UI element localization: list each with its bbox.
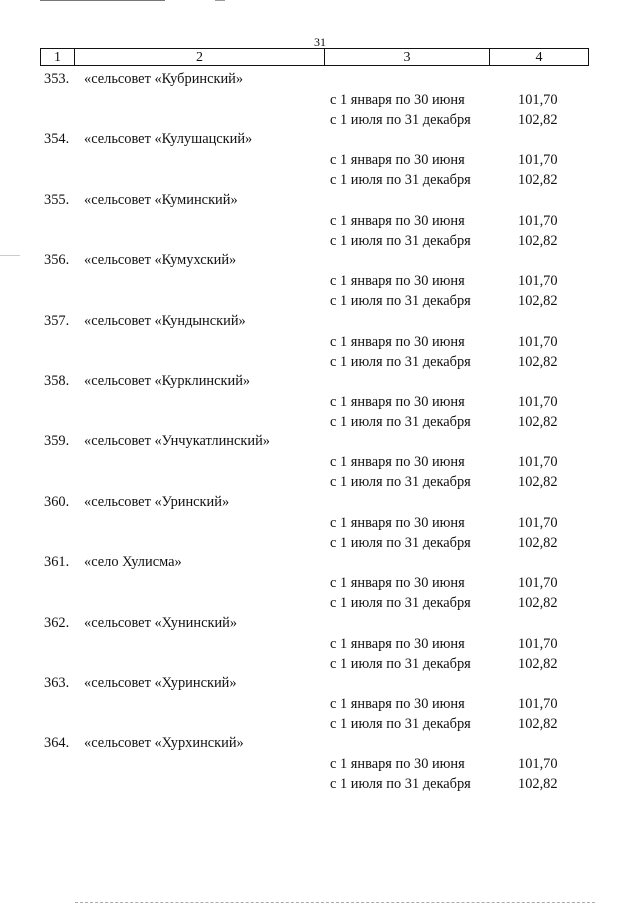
entry-name: «сельсовет «Хурхинский» bbox=[84, 735, 244, 752]
period-label: с 1 января по 30 июня bbox=[330, 92, 465, 108]
entry-name: «село Хулисма» bbox=[84, 554, 182, 571]
table-row bbox=[0, 191, 640, 251]
value-cell: 101,70 bbox=[518, 575, 558, 592]
period-row-second-half bbox=[0, 291, 640, 311]
period-label: с 1 января по 30 июня bbox=[330, 575, 465, 592]
table-header bbox=[40, 48, 589, 66]
scan-edge-line bbox=[75, 902, 595, 903]
period-label: с 1 июля по 31 декабря bbox=[330, 293, 471, 310]
entry-name: «сельсовет «Кундынский» bbox=[84, 312, 246, 329]
period-label: с 1 июля по 31 декабря bbox=[330, 112, 471, 128]
period-row-first-half bbox=[0, 332, 640, 352]
entry-number: 364. bbox=[44, 735, 70, 752]
entry-name: «сельсовет «Курклинский» bbox=[84, 372, 251, 389]
table-row bbox=[0, 432, 640, 492]
value-cell: 101,70 bbox=[518, 92, 558, 108]
scan-edge-line bbox=[215, 0, 225, 1]
period-row-second-half bbox=[0, 654, 640, 674]
value-cell: 101,70 bbox=[518, 514, 558, 531]
entry-number: 357. bbox=[44, 312, 70, 329]
period-row-second-half bbox=[0, 593, 640, 613]
period-label: с 1 января по 30 июня bbox=[330, 393, 465, 410]
period-label: с 1 июля по 31 декабря bbox=[330, 595, 471, 612]
value-cell: 102,82 bbox=[518, 655, 558, 672]
entry-number: 359. bbox=[44, 433, 70, 450]
page-number: 31 bbox=[314, 35, 326, 49]
entry-name: «сельсовет «Кубринский» bbox=[84, 71, 244, 87]
value-cell: 102,82 bbox=[518, 172, 558, 189]
entry-number: 358. bbox=[44, 372, 70, 389]
value-cell: 101,70 bbox=[518, 152, 558, 169]
value-cell: 101,70 bbox=[518, 454, 558, 471]
entry-name: «сельсовет «Хунинский» bbox=[84, 614, 238, 631]
value-cell: 101,70 bbox=[518, 393, 558, 410]
value-cell: 102,82 bbox=[518, 413, 558, 430]
value-cell: 101,70 bbox=[518, 756, 558, 773]
entry-number: 360. bbox=[44, 493, 70, 510]
period-row-second-half bbox=[0, 170, 640, 190]
table-row bbox=[0, 734, 640, 794]
value-cell: 102,82 bbox=[518, 715, 558, 732]
period-row-first-half bbox=[0, 754, 640, 774]
period-row-second-half bbox=[0, 533, 640, 553]
value-cell: 101,70 bbox=[518, 695, 558, 712]
period-label: с 1 января по 30 июня bbox=[330, 695, 465, 712]
period-row-first-half bbox=[0, 90, 640, 110]
table-row bbox=[0, 493, 640, 553]
period-row-second-half bbox=[0, 412, 640, 432]
column-header-4: 4 bbox=[489, 49, 588, 65]
table-row bbox=[0, 674, 640, 734]
period-row-second-half bbox=[0, 714, 640, 734]
entry-number: 353. bbox=[44, 71, 70, 87]
value-cell: 102,82 bbox=[518, 534, 558, 551]
entry-name: «сельсовет «Куминский» bbox=[84, 191, 238, 208]
entry-number: 356. bbox=[44, 252, 70, 269]
column-header-1: 1 bbox=[54, 50, 61, 65]
column-header-2: 2 bbox=[74, 49, 324, 65]
period-label: с 1 января по 30 июня bbox=[330, 273, 465, 290]
table-row bbox=[0, 553, 640, 613]
entry-name: «сельсовет «Хуринский» bbox=[84, 674, 237, 691]
value-cell: 102,82 bbox=[518, 595, 558, 612]
period-label: с 1 июля по 31 декабря bbox=[330, 474, 471, 491]
value-cell: 102,82 bbox=[518, 353, 558, 370]
column-header-3: 3 bbox=[324, 49, 489, 65]
value-cell: 101,70 bbox=[518, 333, 558, 350]
value-cell: 102,82 bbox=[518, 776, 558, 793]
period-row-second-half bbox=[0, 110, 640, 130]
table-row bbox=[0, 372, 640, 432]
period-row-first-half bbox=[0, 150, 640, 170]
period-label: с 1 июля по 31 декабря bbox=[330, 715, 471, 732]
table-row bbox=[0, 614, 640, 674]
value-cell: 101,70 bbox=[518, 273, 558, 290]
period-row-second-half bbox=[0, 774, 640, 794]
value-cell: 102,82 bbox=[518, 293, 558, 310]
period-label: с 1 июля по 31 декабря bbox=[330, 413, 471, 430]
table-row bbox=[0, 312, 640, 372]
period-row-second-half bbox=[0, 231, 640, 251]
table-body bbox=[0, 70, 640, 795]
period-row-first-half bbox=[0, 452, 640, 472]
scan-mark bbox=[0, 255, 20, 256]
entry-number: 361. bbox=[44, 554, 70, 571]
table-row bbox=[0, 251, 640, 311]
period-row-second-half bbox=[0, 472, 640, 492]
period-label: с 1 июля по 31 декабря bbox=[330, 534, 471, 551]
period-label: с 1 января по 30 июня bbox=[330, 756, 465, 773]
period-row-first-half bbox=[0, 513, 640, 533]
period-label: с 1 января по 30 июня bbox=[330, 212, 465, 229]
entry-number: 354. bbox=[44, 131, 70, 148]
entry-name: «сельсовет «Унчукатлинский» bbox=[84, 433, 270, 450]
period-label: с 1 января по 30 июня bbox=[330, 333, 465, 350]
value-cell: 101,70 bbox=[518, 212, 558, 229]
entry-name: «сельсовет «Кумухский» bbox=[84, 252, 237, 269]
entry-name: «сельсовет «Уринский» bbox=[84, 493, 230, 510]
period-row-first-half bbox=[0, 694, 640, 714]
entry-number: 355. bbox=[44, 191, 70, 208]
value-cell: 102,82 bbox=[518, 474, 558, 491]
entry-name: «сельсовет «Кулушацский» bbox=[84, 131, 253, 148]
value-cell: 102,82 bbox=[518, 112, 558, 128]
period-row-first-half bbox=[0, 392, 640, 412]
period-label: с 1 июля по 31 декабря bbox=[330, 353, 471, 370]
table-row bbox=[0, 70, 640, 130]
value-cell: 101,70 bbox=[518, 635, 558, 652]
period-label: с 1 января по 30 июня bbox=[330, 152, 465, 169]
value-cell: 102,82 bbox=[518, 232, 558, 249]
period-row-first-half bbox=[0, 573, 640, 593]
period-row-first-half bbox=[0, 634, 640, 654]
period-row-second-half bbox=[0, 352, 640, 372]
period-label: с 1 января по 30 июня bbox=[330, 514, 465, 531]
period-label: с 1 июля по 31 декабря bbox=[330, 172, 471, 189]
period-label: с 1 июля по 31 декабря bbox=[330, 776, 471, 793]
entry-number: 362. bbox=[44, 614, 70, 631]
entry-number: 363. bbox=[44, 674, 70, 691]
period-label: с 1 июля по 31 декабря bbox=[330, 232, 471, 249]
table-row bbox=[0, 130, 640, 190]
period-label: с 1 января по 30 июня bbox=[330, 635, 465, 652]
period-row-first-half bbox=[0, 271, 640, 291]
period-label: с 1 июля по 31 декабря bbox=[330, 655, 471, 672]
scan-edge-line bbox=[40, 0, 165, 1]
period-row-first-half bbox=[0, 211, 640, 231]
period-label: с 1 января по 30 июня bbox=[330, 454, 465, 471]
